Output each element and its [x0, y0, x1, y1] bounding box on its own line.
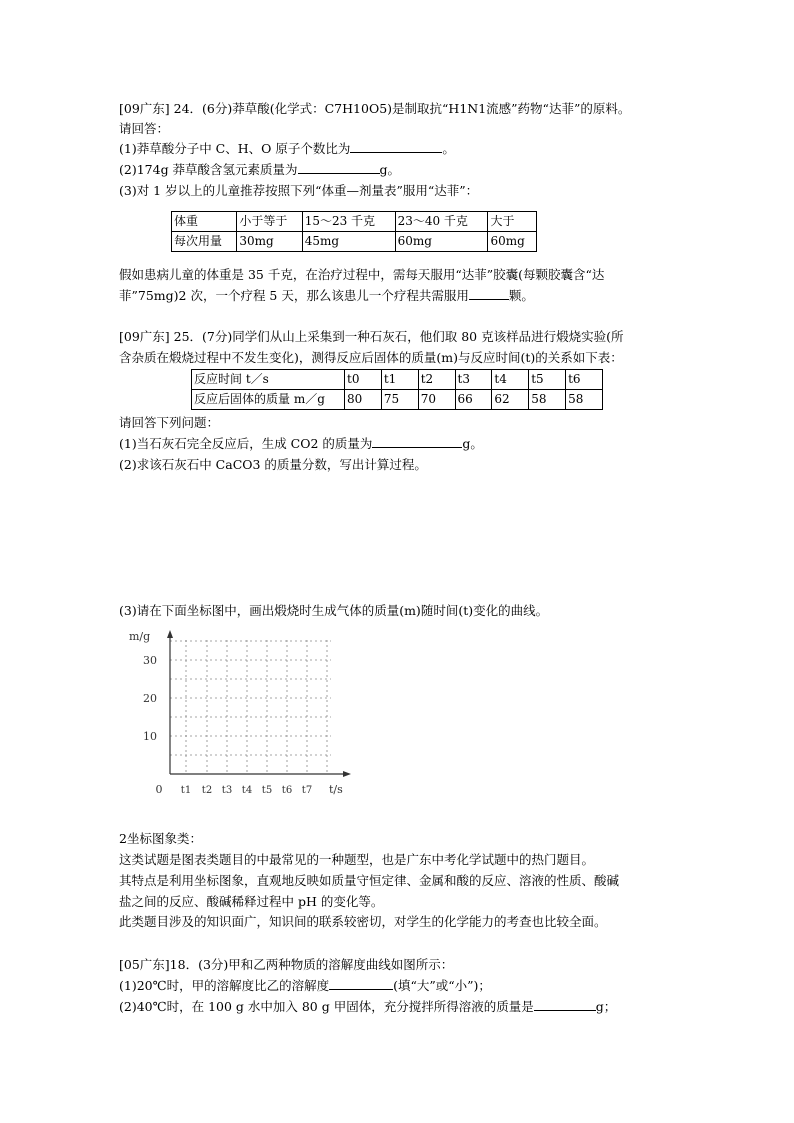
x-tick-label: t2	[201, 785, 213, 796]
table-cell: 60mg	[395, 232, 488, 252]
answer-blank[interactable]	[469, 288, 509, 300]
table-cell: 62	[492, 390, 529, 410]
dosage-table	[171, 211, 537, 252]
table-cell: 体重	[172, 212, 237, 232]
table-cell: 反应时间 t／s	[192, 370, 345, 390]
table-cell: 大于	[488, 212, 537, 232]
table-cell: t4	[492, 370, 529, 390]
q25-stem-line2: 含杂质在煅烧过程中不发生变化)，测得反应后固体的质量(m)与反应时间(t)的关系如下表：	[119, 350, 623, 365]
table-cell: 15～23 千克	[302, 212, 395, 232]
x-tick-label: t6	[281, 785, 293, 796]
table-cell: t5	[529, 370, 566, 390]
q25-prompt: 请回答下列问题：	[119, 415, 220, 430]
x-tick-label: 0	[155, 783, 163, 796]
q24-sub1: (1)莽草酸分子中 C、H、O 原子个数比为 。	[119, 141, 455, 156]
table-cell: 30mg	[237, 232, 302, 252]
answer-blank[interactable]	[534, 999, 596, 1011]
table-cell: 小于等于	[237, 212, 302, 232]
answer-blank[interactable]	[298, 162, 380, 174]
section-text-line: 其特点是利用坐标图象，直观地反映如质量守恒定律、金属和酸的反应、溶液的性质、酸碱	[119, 873, 620, 888]
grid-lines	[170, 640, 331, 774]
table-cell: t0	[345, 370, 382, 390]
table-cell: 80	[345, 390, 382, 410]
table-cell: 60mg	[488, 232, 537, 252]
table-row	[192, 370, 603, 390]
q25-sub3: (3)请在下面坐标图中，画出煅烧时生成气体的质量(m)随时间(t)变化的曲线。	[119, 603, 549, 618]
section-text-line: 此类题目涉及的知识面广，知识间的联系较密切，对学生的化学能力的考查也比较全面。	[119, 914, 607, 929]
table-row	[192, 390, 603, 410]
x-tick-label: t5	[261, 785, 273, 796]
x-tick-label: t7	[301, 785, 313, 796]
q24-stem: [09广东] 24．(6分)莽草酸(化学式：C7H10O5)是制取抗“H1N1流感”药物“达菲”的原料。	[119, 101, 631, 116]
q24-sub2: (2)174g 莽草酸含氢元素质量为 g。	[119, 162, 401, 177]
table-cell: 每次用量	[172, 232, 237, 252]
table-cell: t1	[381, 370, 418, 390]
answer-blank[interactable]	[329, 978, 393, 990]
table-row	[172, 212, 537, 232]
q18-sub2: (2)40℃时，在 100 g 水中加入 80 g 甲固体，充分搅拌所得溶液的质量是 g；	[119, 999, 617, 1014]
x-tick-label: t4	[241, 785, 253, 796]
table-cell: 70	[418, 390, 455, 410]
table-cell: t3	[455, 370, 492, 390]
table-row	[172, 232, 537, 252]
y-axis-arrow	[167, 630, 173, 638]
table-cell: t2	[418, 370, 455, 390]
table-cell: 45mg	[302, 232, 395, 252]
q18-sub1: (1)20℃时，甲的溶解度比乙的溶解度 (填“大”或“小”)；	[119, 978, 491, 993]
y-tick-label: 30	[143, 654, 157, 667]
coordinate-grid[interactable]	[121, 626, 361, 804]
q25-sub1: (1)当石灰石完全反应后，生成 CO2 的质量为 g。	[119, 436, 483, 451]
table-cell: 23～40 千克	[395, 212, 488, 232]
table-cell: 反应后固体的质量 m／g	[192, 390, 345, 410]
answer-blank[interactable]	[350, 141, 442, 153]
q18-stem: [05广东]18．(3分)甲和乙两种物质的溶解度曲线如图所示：	[119, 957, 454, 972]
q25-sub2: (2)求该石灰石中 CaCO3 的质量分数，写出计算过程。	[119, 457, 427, 472]
section-text-line: 这类试题是图表类题目的中最常见的一种题型，也是广东中考化学试题中的热门题目。	[119, 852, 595, 867]
table-cell: 58	[566, 390, 603, 410]
q24-paragraph-line2: 菲”75mg)2 次，一个疗程 5 天，那么该患儿一个疗程共需服用 颗。	[119, 288, 534, 303]
q25-stem-line1: [09广东] 25．(7分)同学们从山上采集到一种石灰石，他们取 80 克该样品进行煅烧实验(所	[119, 329, 624, 344]
table-cell: 66	[455, 390, 492, 410]
y-tick-label: 20	[143, 692, 157, 705]
reaction-table	[191, 369, 603, 410]
y-tick-label: 10	[143, 730, 157, 743]
x-axis-label: t/s	[329, 783, 343, 796]
q24-sub3: (3)对 1 岁以上的儿童推荐按照下列“体重—剂量表”服用“达菲”：	[119, 183, 479, 198]
answer-blank[interactable]	[372, 436, 462, 448]
section-text-line: 盐之间的反应、酸碱稀释过程中 pH 的变化等。	[119, 894, 384, 909]
table-cell: 58	[529, 390, 566, 410]
x-tick-label: t1	[180, 785, 192, 796]
q24-prompt: 请回答：	[119, 121, 170, 136]
section-title: 2坐标图象类：	[119, 831, 202, 846]
y-axis-label: m/g	[129, 630, 151, 643]
table-cell: t6	[566, 370, 603, 390]
table-cell: 75	[381, 390, 418, 410]
x-tick-label: t3	[221, 785, 233, 796]
q24-paragraph-line1: 假如患病儿童的体重是 35 千克，在治疗过程中，需每天服用“达菲”胶囊(每颗胶囊含“达	[119, 267, 605, 282]
x-axis-arrow	[343, 771, 351, 777]
